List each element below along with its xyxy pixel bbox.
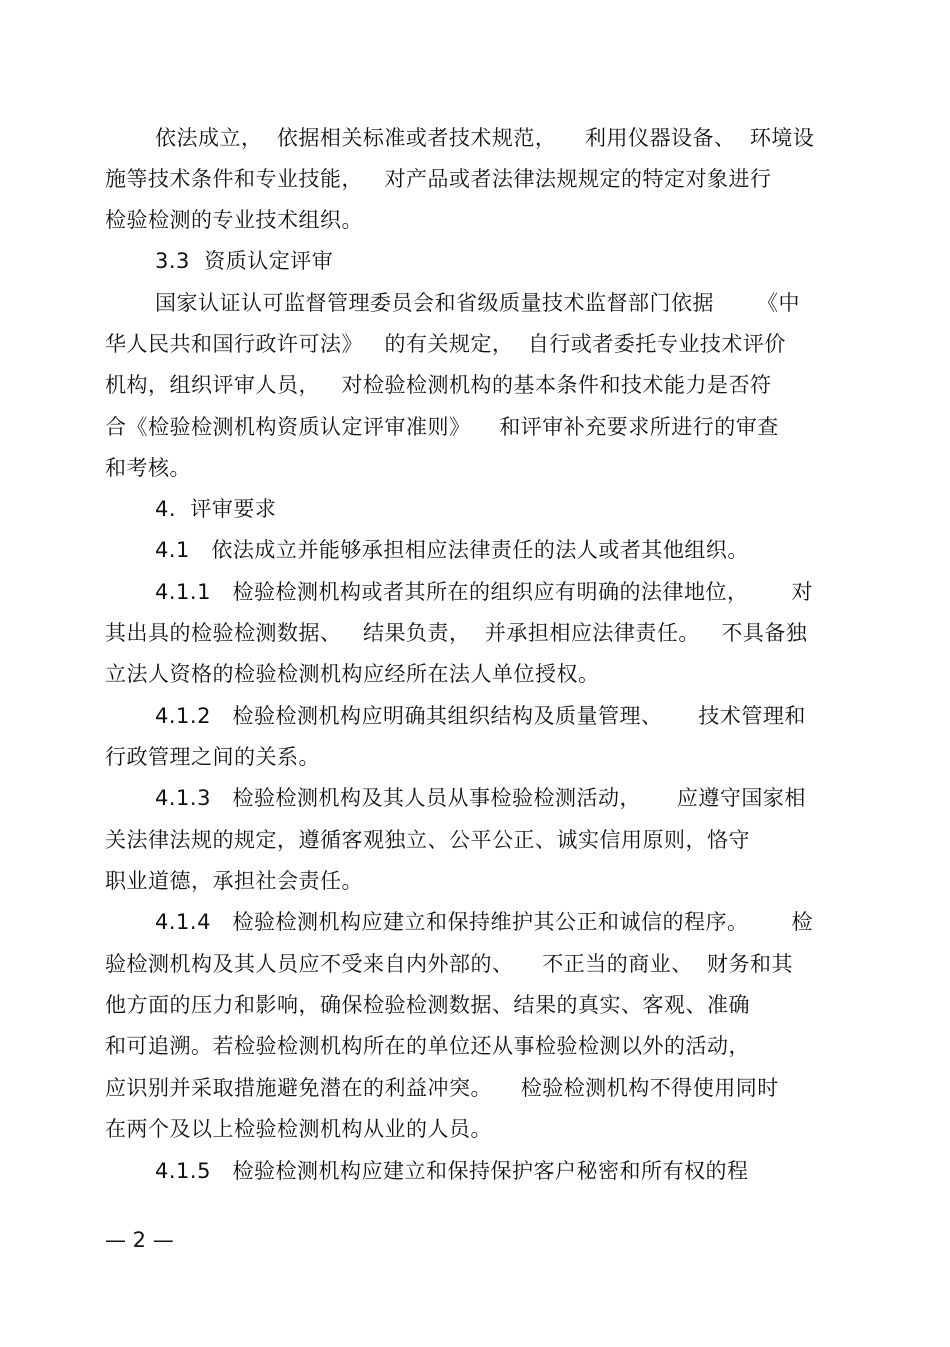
text-line: 合《检验检测机构资质认定评审准则》 和评审补充要求所进行的审查 bbox=[105, 415, 779, 439]
text-line: 验检测机构及其人员应不受来自内外部的、 不正当的商业、 财务和其 bbox=[105, 952, 794, 976]
text-line: 职业道德，承担社会责任。 bbox=[105, 869, 363, 893]
text-line: 4.1.4 检验检测机构应建立和保持维护其公正和诚信的程序。 检 bbox=[155, 910, 814, 934]
text-line: 和考核。 bbox=[105, 456, 191, 480]
text-line: 行政管理之间的关系。 bbox=[105, 745, 320, 769]
text-line: 4.1.2 检验检测机构应明确其组织结构及质量管理、 技术管理和 bbox=[155, 704, 806, 728]
text-line: 在两个及以上检验检测机构从业的人员。 bbox=[105, 1117, 492, 1141]
text-line: 4.1.5 检验检测机构应建立和保持保护客户秘密和所有权的程 bbox=[155, 1159, 749, 1183]
text-line: 其出具的检验检测数据、 结果负责， 并承担相应法律责任。 不具备独 bbox=[105, 621, 808, 645]
text-line: 关法律法规的规定，遵循客观独立、公平公正、诚实信用原则，恪守 bbox=[105, 828, 750, 852]
text-line: 华人民共和国行政许可法》 的有关规定， 自行或者委托专业技术评价 bbox=[105, 332, 786, 356]
text-line: 应识别并采取措施避免潜在的利益冲突。 检验检测机构不得使用同时 bbox=[105, 1076, 779, 1100]
text-line: 4.1.1 检验检测机构或者其所在的组织应有明确的法律地位， 对 bbox=[155, 580, 814, 604]
page-number: — 2 — bbox=[105, 1228, 174, 1252]
text-line: 他方面的压力和影响，确保检验检测数据、结果的真实、客观、准确 bbox=[105, 993, 750, 1017]
text-line: 国家认证认可监督管理委员会和省级质量技术监督部门依据 《中 bbox=[155, 291, 801, 315]
text-line: 和可追溯。若检验检测机构所在的单位还从事检验检测以外的活动， bbox=[105, 1034, 750, 1058]
text-line: 立法人资格的检验检测机构应经所在法人单位授权。 bbox=[105, 662, 600, 686]
text-line: 3.3 资质认定评审 bbox=[155, 249, 334, 273]
text-line: 4. 评审要求 bbox=[155, 497, 277, 521]
text-line: 机构，组织评审人员， 对检验检测机构的基本条件和技术能力是否符 bbox=[105, 373, 772, 397]
text-line: 施等技术条件和专业技能， 对产品或者法律法规规定的特定对象进行 bbox=[105, 167, 772, 191]
text-line: 依法成立， 依据相关标准或者技术规范， 利用仪器设备、 环境设 bbox=[155, 126, 815, 150]
text-line: 4.1.3 检验检测机构及其人员从事检验检测活动， 应遵守国家相 bbox=[155, 786, 806, 810]
text-line: 4.1 依法成立并能够承担相应法律责任的法人或者其他组织。 bbox=[155, 538, 749, 562]
text-line: 检验检测的专业技术组织。 bbox=[105, 208, 363, 232]
